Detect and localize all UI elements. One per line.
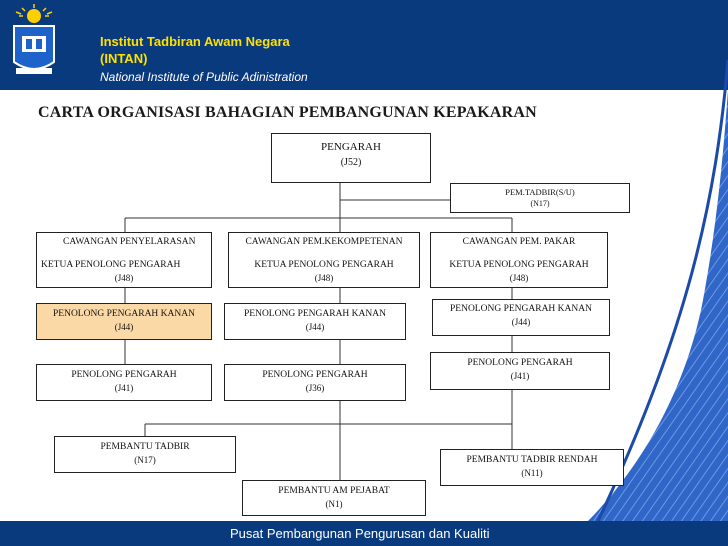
node-ppk2-grade: (J44) bbox=[305, 322, 325, 332]
node-pp3 bbox=[430, 352, 610, 390]
header-institute-name: Institut Tadbiran Awam Negara bbox=[100, 34, 290, 49]
node-ketua1-grade: (J48) bbox=[114, 273, 134, 283]
node-pem-tadbir-grade: (N17) bbox=[530, 199, 550, 208]
node-pp1-title: PENOLONG PENGARAH bbox=[71, 370, 177, 380]
node-branch-penyelarasan-title: CAWANGAN PENYELARASAN bbox=[63, 237, 196, 247]
node-pembantu-tadbir-title: PEMBANTU TADBIR bbox=[100, 442, 190, 452]
node-ppk1 bbox=[36, 303, 212, 340]
node-pembantu-tadbir-grade: (N17) bbox=[134, 455, 156, 465]
node-ppk2-title: PENOLONG PENGARAH KANAN bbox=[244, 309, 386, 319]
node-pembantu-am-pejabat bbox=[242, 480, 426, 516]
node-branch-kekompetenan bbox=[228, 232, 420, 288]
node-pembantu-am-pejabat-title: PEMBANTU AM PEJABAT bbox=[278, 486, 390, 496]
node-pem-tadbir bbox=[450, 183, 630, 213]
node-ketua3-title: KETUA PENOLONG PENGARAH bbox=[449, 260, 589, 270]
node-ppk1-grade: (J44) bbox=[114, 322, 134, 332]
node-pembantu-tadbir-rendah bbox=[440, 449, 624, 486]
node-pembantu-tadbir bbox=[54, 436, 236, 473]
header-institute-english: National Institute of Public Adinistration bbox=[100, 70, 308, 84]
node-branch-pakar bbox=[430, 232, 608, 288]
node-pengarah bbox=[271, 133, 431, 183]
node-pp3-grade: (J41) bbox=[510, 371, 530, 381]
node-ketua3-grade: (J48) bbox=[509, 273, 529, 283]
node-pembantu-tadbir-rendah-title: PEMBANTU TADBIR RENDAH bbox=[466, 455, 598, 465]
node-ppk3-title: PENOLONG PENGARAH KANAN bbox=[450, 304, 592, 314]
node-pp2-grade: (J36) bbox=[305, 383, 325, 393]
footer-text: Pusat Pembangunan Pengurusan dan Kualiti bbox=[230, 526, 490, 541]
header-institute-abbr: (INTAN) bbox=[100, 51, 148, 66]
node-pembantu-tadbir-rendah-grade: (N11) bbox=[521, 468, 543, 478]
node-ppk1-title: PENOLONG PENGARAH KANAN bbox=[53, 309, 195, 319]
node-branch-kekompetenan-title: CAWANGAN PEM.KEKOMPETENAN bbox=[245, 237, 403, 247]
node-ppk2 bbox=[224, 303, 406, 340]
chart-title: CARTA ORGANISASI BAHAGIAN PEMBANGUNAN KEPAKARAN bbox=[38, 104, 537, 121]
node-ketua1-title: KETUA PENOLONG PENGARAH bbox=[41, 260, 181, 270]
node-ketua2-title: KETUA PENOLONG PENGARAH bbox=[254, 260, 394, 270]
node-ppk3-grade: (J44) bbox=[511, 317, 531, 327]
node-pp2-title: PENOLONG PENGARAH bbox=[262, 370, 368, 380]
node-branch-pakar-title: CAWANGAN PEM. PAKAR bbox=[462, 237, 576, 247]
node-pp1-grade: (J41) bbox=[114, 383, 134, 393]
node-pembantu-am-pejabat-grade: (N1) bbox=[325, 499, 343, 509]
node-ketua2-grade: (J48) bbox=[314, 273, 334, 283]
node-pengarah-grade: (J52) bbox=[340, 157, 362, 168]
node-pem-tadbir-title: PEM.TADBIR(S/U) bbox=[505, 187, 575, 197]
node-ppk3 bbox=[432, 299, 610, 336]
node-pp2 bbox=[224, 364, 406, 401]
node-branch-penyelarasan bbox=[36, 232, 212, 288]
node-pp3-title: PENOLONG PENGARAH bbox=[467, 358, 573, 368]
node-pp1 bbox=[36, 364, 212, 401]
node-pengarah-title: PENGARAH bbox=[321, 141, 381, 153]
